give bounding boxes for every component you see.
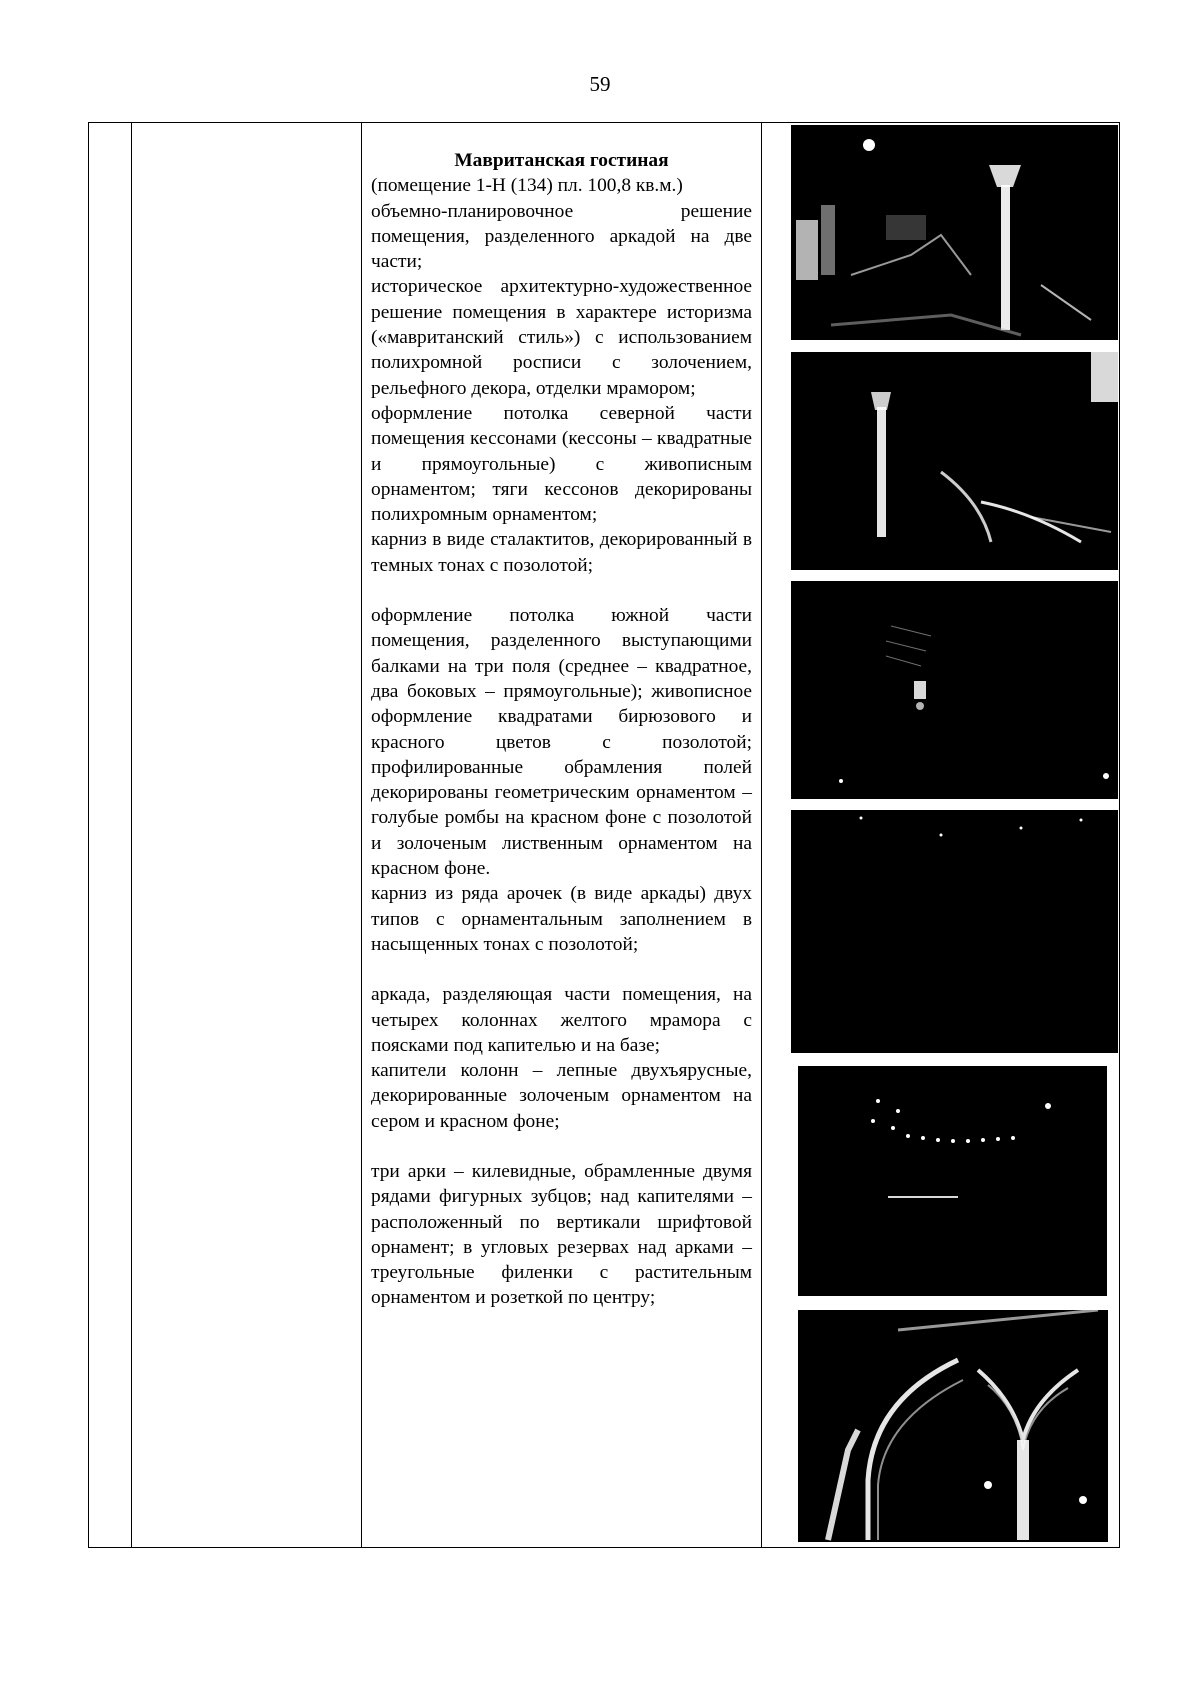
paragraph-gap (371, 957, 752, 982)
photo-dark-ceiling (791, 810, 1118, 1053)
photo-arcade-arches (798, 1310, 1108, 1542)
description-paragraph: три арки – килевидные, обрамленные двумя рядами фигурных зубцов; над капителями – расположенный по вертикали шрифтовой орнамент; в угловых резервах над арками – треугольные филенки с растительным орнаментом и розеткой по центру; (371, 1160, 752, 1309)
photo-columns-and-ceiling (791, 125, 1118, 340)
description-paragraph: оформление потолка северной части помещения кессонами (кессоны – квадратные и прямоугольные) с живописным орнаментом; тяги кессонов декорированы полихромным орнаментом; (371, 402, 752, 526)
room-subtitle: (помещение 1-Н (134) пл. 100,8 кв.м.) (371, 175, 683, 197)
description-paragraph: историческое архитектурно-художественное решение помещения в характере историзма («мавританский стиль») с использованием полихромной росписи с золочением, рельефного декора, отделки мрамором; (371, 276, 752, 399)
description-paragraph: капители колонн – лепные двухъярусные, декорированные золоченым орнаментом на сером и красном фоне; (371, 1060, 752, 1132)
description-paragraph: аркада, разделяющая части помещения, на четырех колоннах желтого мрамора с поясками под капителью и на базе; (371, 984, 752, 1056)
column-divider (761, 123, 762, 1547)
photo-ceiling-lamp (791, 581, 1118, 799)
description-cell (371, 148, 752, 1311)
description-paragraph: карниз в виде сталактитов, декорированный в темных тонах с позолотой; (371, 529, 752, 576)
photo-cornice-arcade (798, 1066, 1107, 1296)
description-paragraph: объемно-планировочное решение помещения, разделенного аркадой на две части; (371, 200, 752, 273)
photo-column-and-arch (791, 352, 1118, 570)
column-divider (361, 123, 362, 1547)
room-title: Мавританская гостиная (454, 150, 669, 171)
column-divider (131, 123, 132, 1547)
paragraph-gap (371, 1134, 752, 1159)
page-number: 59 (589, 72, 611, 96)
paragraph-gap (371, 578, 752, 603)
description-paragraph: оформление потолка южной части помещения, разделенного выступающими балками на три поля (среднее – квадратное, два боковых – прямоугольные); живописное оформление квадратами бирюзового и красного цветов с позолотой; профилированные обрамления полей декорированы геометрическим орнаментом – голубые ромбы на красном фоне с позолотой и золоченым лиственным орнаментом на красном фоне. (371, 605, 752, 880)
description-paragraph: карниз из ряда арочек (в виде аркады) двух типов с орнаментальным заполнением в насыщенных тонах с позолотой; (371, 883, 752, 955)
